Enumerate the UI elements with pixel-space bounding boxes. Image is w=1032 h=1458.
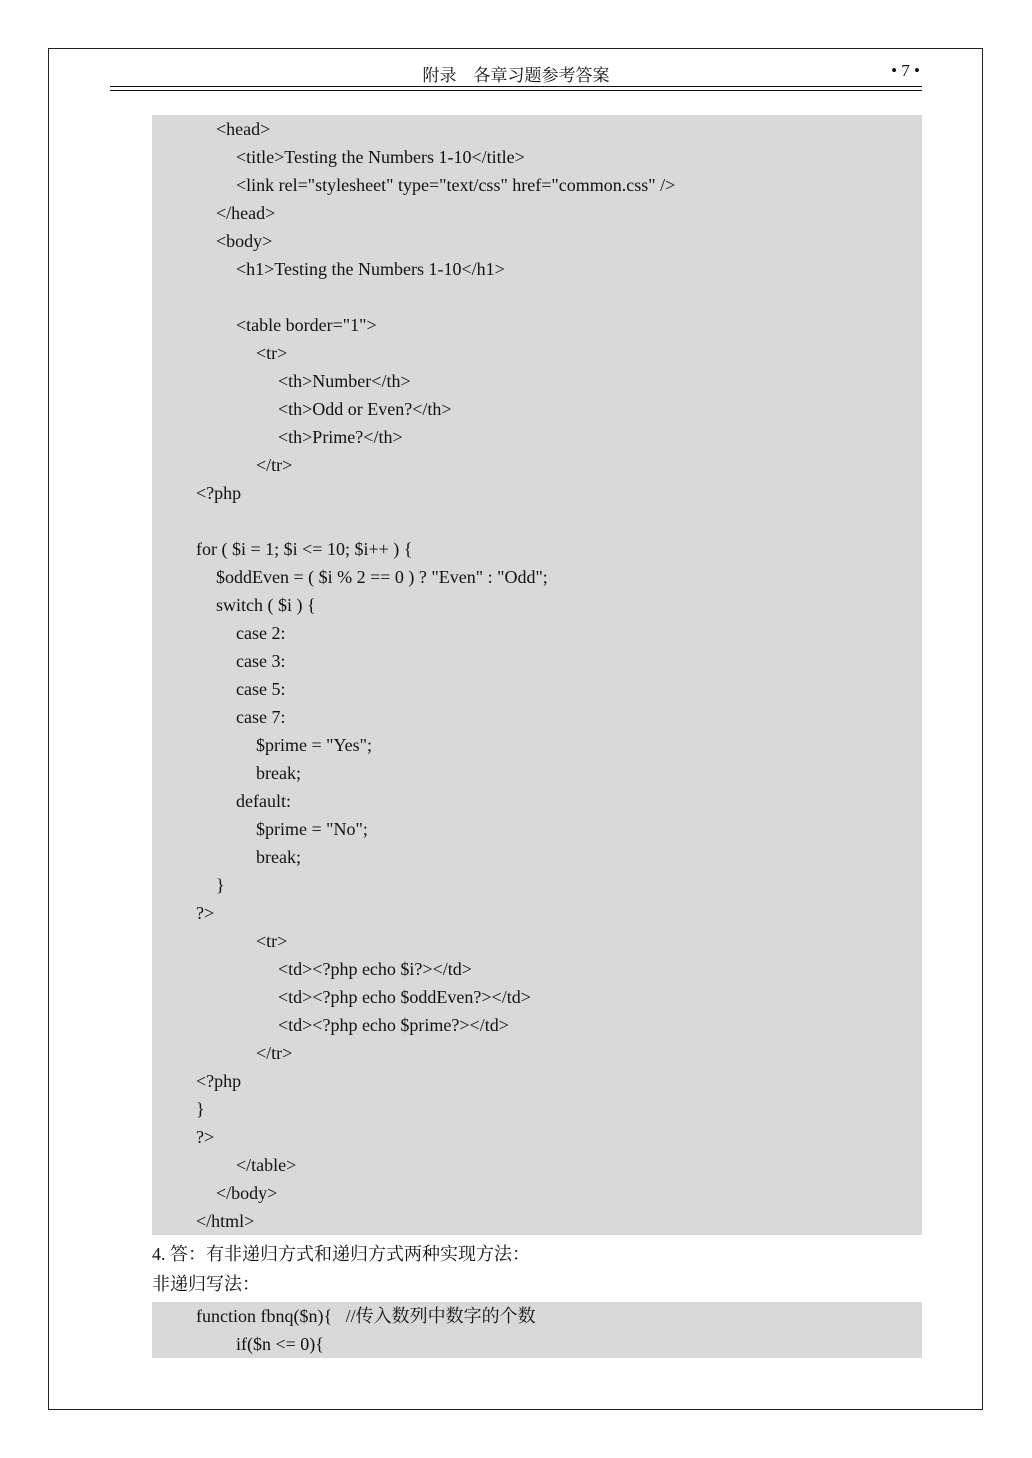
code-line: $prime = "No"; (256, 819, 368, 839)
code-line: <th>Prime?</th> (278, 427, 403, 447)
code-line: } (216, 875, 225, 895)
nonrecursive-label: 非递归写法： (152, 1274, 260, 1294)
code-line: <?php (196, 1071, 242, 1091)
code-line: case 2: (236, 623, 286, 643)
code-line: case 5: (236, 679, 286, 699)
code-line: for ( $i = 1; $i <= 10; $i++ ) { (196, 539, 413, 559)
code-line: ?> (196, 903, 215, 923)
code-line: <th>Odd or Even?</th> (278, 399, 452, 419)
code-line: <link rel="stylesheet" type="text/css" href="common.css" /> (236, 175, 676, 195)
header-title: 附录 各章习题参考答案 (422, 66, 610, 85)
code-line: <tr> (256, 931, 288, 951)
code-line: </table> (236, 1155, 297, 1175)
code-block-html-php (152, 115, 922, 1235)
code-line: <td><?php echo $i?></td> (278, 959, 472, 979)
header-rule-thick (110, 86, 922, 87)
page-number: • 7 • (891, 61, 920, 80)
code-line: <h1>Testing the Numbers 1-10</h1> (236, 259, 505, 279)
code-line: </tr> (256, 455, 293, 475)
code-line: switch ( $i ) { (216, 595, 316, 615)
header-rule-thin (110, 90, 922, 91)
code-line (152, 507, 922, 535)
code-line: } (196, 1099, 205, 1119)
code-line: break; (256, 847, 301, 867)
code-line: case 3: (236, 651, 286, 671)
code-line: $prime = "Yes"; (256, 735, 373, 755)
code-line: default: (236, 791, 291, 811)
code-line: </head> (216, 203, 276, 223)
code-line: ?> (196, 1127, 215, 1147)
code-line: function fbnq($n){ //传入数列中数字的个数 (196, 1306, 536, 1326)
code-line: <tr> (256, 343, 288, 363)
code-line (152, 283, 922, 311)
code-line: </html> (196, 1211, 255, 1231)
code-line: <td><?php echo $prime?></td> (278, 1015, 509, 1035)
code-line: <?php (196, 483, 242, 503)
code-block-fibonacci (152, 1302, 922, 1358)
code-line: if($n <= 0){ (236, 1334, 324, 1354)
code-line: <head> (216, 119, 271, 139)
answer-text: 4. 答：有非递归方式和递归方式两种实现方法： (152, 1244, 530, 1264)
page-header (110, 60, 922, 86)
code-line: break; (256, 763, 301, 783)
code-line: <title>Testing the Numbers 1-10</title> (236, 147, 525, 167)
code-line: </tr> (256, 1043, 293, 1063)
code-line: <td><?php echo $oddEven?></td> (278, 987, 531, 1007)
code-line: <body> (216, 231, 273, 251)
code-line: </body> (216, 1183, 278, 1203)
code-line: <table border="1"> (236, 315, 377, 335)
code-line: $oddEven = ( $i % 2 == 0 ) ? "Even" : "Odd"; (216, 567, 548, 587)
code-line: <th>Number</th> (278, 371, 411, 391)
code-line: case 7: (236, 707, 286, 727)
